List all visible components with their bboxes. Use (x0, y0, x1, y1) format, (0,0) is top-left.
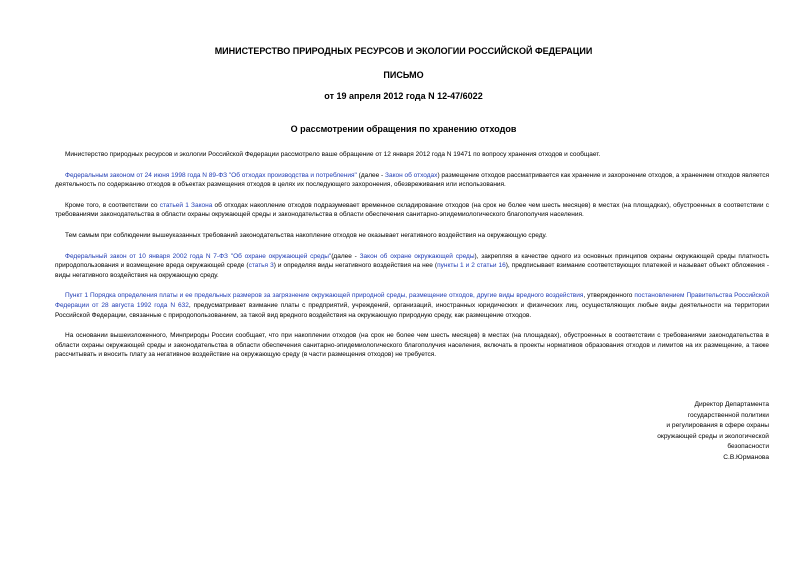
paragraph-2 (55, 171, 769, 190)
paragraph-text: Министерство природных ресурсов и экологии Российской Федерации рассмотрело ваше обращение от 12 января 2012 года N 19471 по вопросу хранения отходов и сообщает. (65, 151, 601, 158)
paragraph-text: об отходах накопление отходов подразумевает временное складирование отходов (на срок не более чем шесть месяцев) в местах (на площадках), обустроенных в соответствии с требованиями законодательства в области охраны окружающей среды и законодательства в области обеспечения санитарно-эпидемиологического благополучия населения. (55, 201, 769, 219)
paragraph-1 (55, 150, 769, 160)
paragraph-text: Кроме того, в соответствии со (65, 201, 160, 209)
signatory-name: С.В.Юрманова (723, 453, 769, 461)
article-16-link[interactable]: пункты 1 и 2 статьи 16 (437, 262, 506, 270)
article-1-link[interactable]: статьей 1 Закона (159, 201, 213, 209)
signature-line: Директор Департамента (694, 401, 769, 408)
law-7fz-link[interactable]: Федеральный закон от 10 января 2002 года N 7-ФЗ "Об охране окружающей среды" (65, 252, 332, 260)
signature-line: безопасности (727, 443, 769, 451)
paragraph-5 (55, 252, 769, 281)
payment-order-link[interactable]: Пункт 1 Порядка определения платы и ее предельных размеров за загрязнение окружающей природной среды, размещение отходов, другие виды вредного воздействия (65, 292, 584, 300)
signature-line: окружающей среды и экологической (657, 432, 769, 440)
doc-subject: О рассмотрении обращения по хранению отходов (290, 124, 517, 134)
paragraph-3 (55, 201, 769, 220)
paragraph-text: , утвержденного (583, 292, 635, 300)
paragraph-7 (55, 331, 769, 360)
paragraph-6 (55, 291, 769, 320)
paragraph-text: ) размещение отходов рассматривается как хранение и захоронение отходов, а хранением отходов является деятельность по содержанию отходов в объектах размещения отходов в целях их последующего захоронения, обезвреживания или использования. (55, 171, 769, 189)
paragraph-text: (далее - (356, 171, 386, 179)
law-89fz-link[interactable]: Федеральным законом от 24 июня 1998 года N 89-ФЗ "Об отходах производства и потребления" (65, 171, 357, 179)
ministry-title: МИНИСТЕРСТВО ПРИРОДНЫХ РЕСУРСОВ И ЭКОЛОГИИ РОССИЙСКОЙ ФЕДЕРАЦИИ (214, 46, 593, 56)
signature-block (657, 400, 769, 464)
paragraph-text: Тем самым при соблюдении вышеуказанных требований законодательства накопление отходов не оказывает негативного воздействия на окружающую среду. (65, 231, 547, 239)
signature-line: и регулирования в сфере охраны (666, 422, 769, 430)
paragraph-text: (далее - (331, 252, 360, 260)
paragraph-text: , предусматривает взимание платы с предприятий, учреждений, организаций, иностранных юридических и физических лиц, осуществляющих любые виды деятельности на территории Российской Федерации, связанные с природопользованием, за такой вид вредного воздействия на окружающую природную среду, как размещение отходов. (55, 301, 770, 319)
paragraph-4 (55, 231, 769, 241)
doc-type: ПИСЬМО (383, 70, 424, 80)
waste-law-link[interactable]: Закон об отходах (385, 171, 438, 179)
paragraph-text: ), предписывает взимание соответствующих платежей и называет объект обложения - виды негативного воздействия на окружающую среду. (55, 262, 769, 279)
signature-line: государственной политики (687, 411, 769, 419)
document-body (55, 150, 769, 371)
resolution-632-link[interactable]: постановлением Правительства Российской Федерации от 28 августа 1992 года N 632 (55, 292, 769, 309)
env-law-link[interactable]: Закон об охране окружающей среды (359, 252, 475, 260)
paragraph-text: ) и определяя виды негативного воздействия на нее ( (273, 262, 438, 270)
paragraph-text: На основании вышеизложенного, Минприроды России сообщает, что при накоплении отходов (на срок не более чем шесть месяцев) в местах (на площадках), обустроенных в соответствии с требованиями законодательства в области охраны окружающей среды и законодательства в области обеспечения санитарно-эпидемиологического благополучия населения, включать в проекты нормативов образования отходов и лимитов на их размещение, а также рассчитывать и вносить плату за негативное воздействие на окружающую среду (в части размещения отходов) не требуется. (55, 332, 769, 359)
doc-date-number: от 19 апреля 2012 года N 12-47/6022 (324, 91, 483, 101)
paragraph-text: ), закрепляя в качестве одного из основных принципов охраны окружающей среды платность природопользования и возмещение вреда окружающей среде ( (55, 252, 769, 270)
article-3-link[interactable]: статья 3 (248, 262, 274, 270)
